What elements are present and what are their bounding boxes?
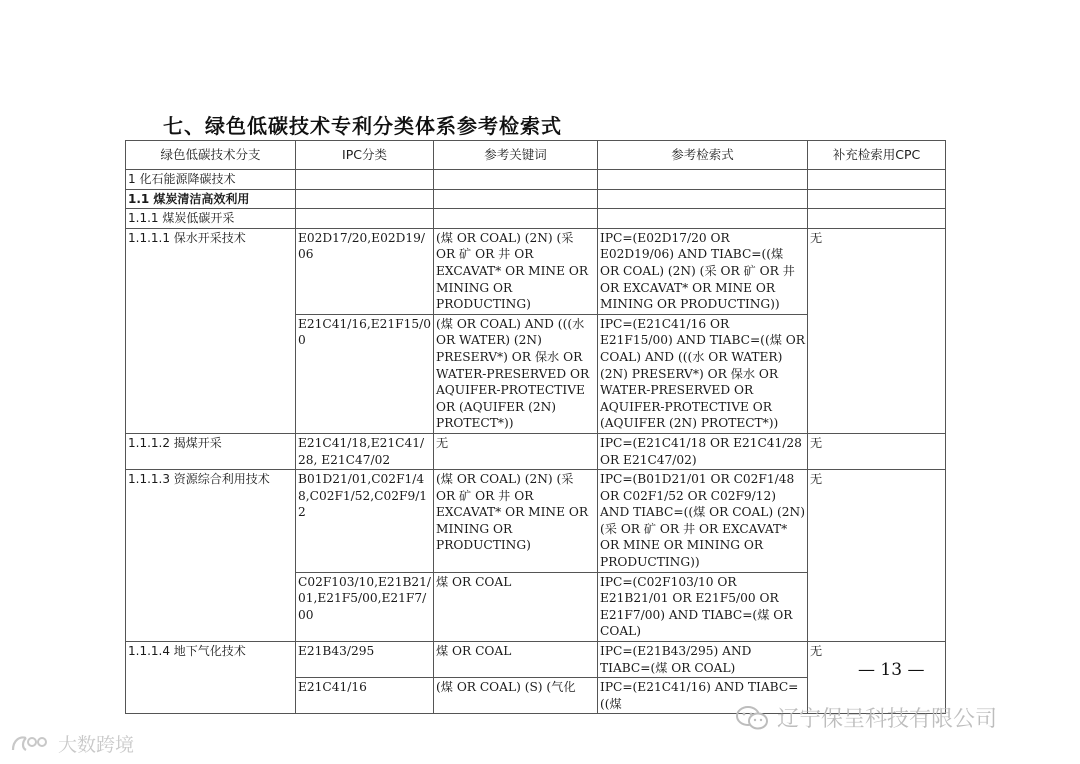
header-query: 参考检索式 xyxy=(598,141,808,170)
table-row xyxy=(126,470,946,573)
keyword-cell: (煤 OR COAL) (S) (气化 xyxy=(434,678,598,714)
watermark-right xyxy=(735,702,997,733)
query-cell: IPC=(B01D21/01 OR C02F1/48 OR C02F1/52 OR C02F9/12) AND TIABC=((煤 OR COAL) (2N) (采 OR 矿 OR 井 OR EXCAVAT* OR MINE OR MINING OR PRODUCTING)) xyxy=(598,470,808,573)
ipc-cell: E21B43/295 xyxy=(296,642,434,678)
retrieval-table xyxy=(125,140,946,714)
header-cpc: 补充检索用CPC xyxy=(808,141,946,170)
keyword-cell: (煤 OR COAL) AND (((水 OR WATER) (2N) PRESERV*) OR 保水 OR WATER-PRESERVED OR AQUIFER-PROTECTIVE OR (AQUIFER (2N) PROTECT*)) xyxy=(434,314,598,433)
section-label: 1 化石能源降碳技术 xyxy=(126,170,296,190)
watermark-left xyxy=(10,730,134,757)
table-header-row xyxy=(126,141,946,170)
keyword-cell: (煤 OR COAL) (2N) (采 OR 矿 OR 井 OR EXCAVAT* OR MINE OR MINING OR PRODUCTING) xyxy=(434,470,598,573)
ipc-cell: E21C41/16,E21F15/00 xyxy=(296,314,434,433)
header-ipc: IPC分类 xyxy=(296,141,434,170)
cpc-cell: 无 xyxy=(808,228,946,433)
cpc-cell: 无 xyxy=(808,433,946,469)
table-row xyxy=(126,228,946,314)
branch-cell: 1.1.1.4 地下气化技术 xyxy=(126,642,296,714)
wechat-icon xyxy=(735,704,769,732)
query-cell: IPC=(E02D17/20 OR E02D19/06) AND TIABC=((煤 OR COAL) (2N) (采 OR 矿 OR 井 OR EXCAVAT* OR MINE OR MINING OR PRODUCTING)) xyxy=(598,228,808,314)
keyword-cell: 无 xyxy=(434,433,598,469)
ipc-cell: B01D21/01,C02F1/48,C02F1/52,C02F9/12 xyxy=(296,470,434,573)
ipc-cell: C02F103/10,E21B21/01,E21F5/00,E21F7/00 xyxy=(296,572,434,641)
ipc-cell: E21C41/16 xyxy=(296,678,434,714)
query-cell: IPC=(E21C41/16) AND TIABC=((煤 xyxy=(598,678,808,714)
section-row xyxy=(126,170,946,190)
branch-cell: 1.1.1.2 揭煤开采 xyxy=(126,433,296,469)
query-cell: IPC=(C02F103/10 OR E21B21/01 OR E21F5/00 OR E21F7/00) AND TIABC=(煤 OR COAL) xyxy=(598,572,808,641)
watermark-left-text: 大数跨境 xyxy=(58,734,135,756)
header-branch: 绿色低碳技术分支 xyxy=(126,141,296,170)
section-row xyxy=(126,209,946,229)
table-row xyxy=(126,642,946,678)
ipc-cell: E02D17/20,E02D19/06 xyxy=(296,228,434,314)
query-cell: IPC=(E21C41/18 OR E21C41/28 OR E21C47/02) xyxy=(598,433,808,469)
ipc-cell: E21C41/18,E21C41/28, E21C47/02 xyxy=(296,433,434,469)
keyword-cell: 煤 OR COAL xyxy=(434,642,598,678)
query-cell: IPC=(E21C41/16 OR E21F15/00) AND TIABC=((煤 OR COAL) AND (((水 OR WATER) (2N) PRESERV*) OR 保水 OR WATER-PRESERVED OR AQUIFER-PROTECTIVE OR (AQUIFER (2N) PROTECT*)) xyxy=(598,314,808,433)
section-label: 1.1.1 煤炭低碳开采 xyxy=(126,209,296,229)
watermark-right-text: 辽宁保呈科技有限公司 xyxy=(777,707,998,732)
branch-cell: 1.1.1.3 资源综合利用技术 xyxy=(126,470,296,642)
section-row xyxy=(126,189,946,209)
query-cell: IPC=(E21B43/295) AND TIABC=(煤 OR COAL) xyxy=(598,642,808,678)
keyword-cell: (煤 OR COAL) (2N) (采 OR 矿 OR 井 OR EXCAVAT* OR MINE OR MINING OR PRODUCTING) xyxy=(434,228,598,314)
branch-cell: 1.1.1.1 保水开采技术 xyxy=(126,228,296,433)
page-number: — 13 — xyxy=(858,660,925,680)
dashuju-logo-icon xyxy=(10,732,52,756)
cpc-cell: 无 xyxy=(808,642,946,714)
keyword-cell: 煤 OR COAL xyxy=(434,572,598,641)
cpc-cell: 无 xyxy=(808,470,946,642)
table-row xyxy=(126,433,946,469)
page-title: 七、绿色低碳技术专利分类体系参考检索式 xyxy=(163,114,562,138)
header-keywords: 参考关键词 xyxy=(434,141,598,170)
section-label: 1.1 煤炭清洁高效利用 xyxy=(126,189,296,209)
